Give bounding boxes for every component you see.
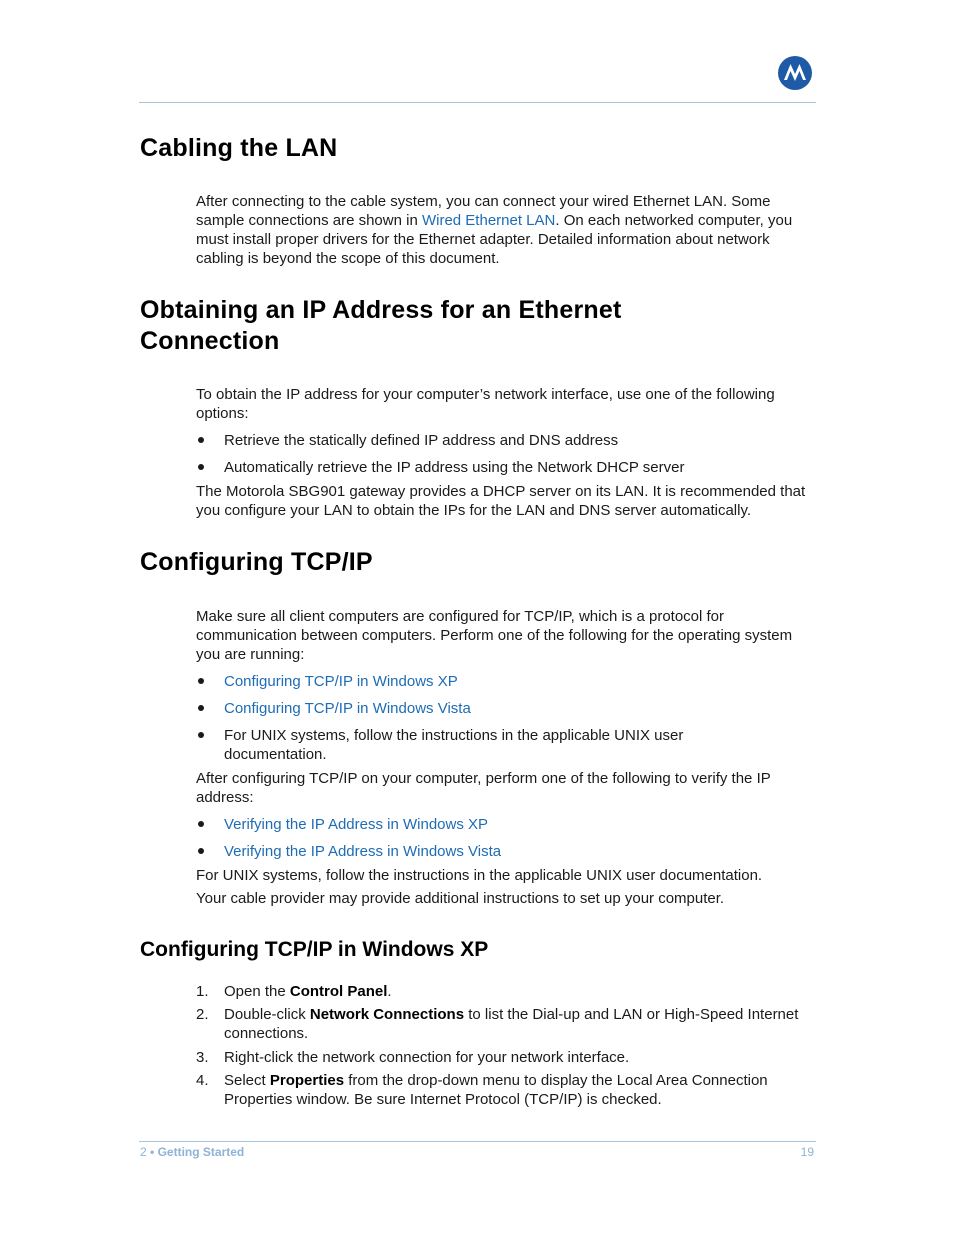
list-item: For UNIX systems, follow the instructions in the applicable UNIX user documentation. <box>196 726 816 764</box>
provider-note: Your cable provider may provide additional instructions to set up your computer. <box>196 890 725 907</box>
bullet-icon <box>198 464 204 470</box>
motorola-logo-icon <box>777 55 813 91</box>
link-wired-ethernet-lan[interactable]: Wired Ethernet LAN <box>421 212 556 229</box>
link-verifying-ip-xp[interactable]: Verifying the IP Address in Windows XP <box>224 816 489 833</box>
heading-obtaining-ip: Obtaining an IP Address for an Ethernet Connection <box>140 296 622 355</box>
configuring-intro: Make sure all client computers are configured for TCP/IP, which is a protocol for communication between computers. Perform one of the following for the operating system you are running: <box>196 608 793 663</box>
heading-configuring-tcpip: Configuring TCP/IP <box>140 548 373 576</box>
step-item: 2. Double-click Network Connections to list the Dial-up and LAN or High-Speed Internet connections. <box>196 1006 799 1042</box>
bullet-icon <box>198 732 204 738</box>
bullet-icon <box>198 705 204 711</box>
verify-intro: After configuring TCP/IP on your computer, perform one of the following to verify the IP address: <box>196 770 771 806</box>
step-item: 4. Select Properties from the drop-down menu to display the Local Area Connection Properties window. Be sure Internet Protocol (TCP/IP) is checked. <box>196 1072 768 1108</box>
cabling-paragraph: After connecting to the cable system, you can connect your wired Ethernet LAN. Some sample connections are shown in Wired Ethernet LAN. On each networked computer, you must install proper drivers for the Ethernet adapter. Detailed information about network cabling is beyond the scope of this document. <box>196 193 793 267</box>
page-number: 19 <box>800 1145 814 1159</box>
link-configuring-tcpip-vista[interactable]: Configuring TCP/IP in Windows Vista <box>224 700 471 717</box>
footer-rule <box>139 1141 816 1142</box>
step-item: 3. Right-click the network connection for your network interface. <box>196 1049 630 1066</box>
list-item <box>196 842 816 861</box>
link-configuring-tcpip-xp[interactable]: Configuring TCP/IP in Windows XP <box>224 673 458 690</box>
list-item <box>196 815 816 834</box>
list-item: Automatically retrieve the IP address using the Network DHCP server <box>196 458 816 477</box>
list-item <box>196 672 816 691</box>
obtaining-intro: To obtain the IP address for your computer’s network interface, use one of the following options: <box>196 386 775 422</box>
obtaining-outro: The Motorola SBG901 gateway provides a DHCP server on its LAN. It is recommended that you configure your LAN to obtain the IPs for the LAN and DNS server automatically. <box>196 483 806 519</box>
list-item: Retrieve the statically defined IP address and DNS address <box>196 431 816 450</box>
header-rule <box>139 102 816 103</box>
list-item <box>196 699 816 718</box>
bullet-icon <box>198 848 204 854</box>
bullet-icon <box>198 678 204 684</box>
step-item: 1. Open the Control Panel. <box>196 983 392 1000</box>
heading-cabling: Cabling the LAN <box>140 134 338 162</box>
unix-note: For UNIX systems, follow the instructions in the applicable UNIX user documentation. <box>196 867 763 884</box>
bullet-icon <box>198 437 204 443</box>
footer-chapter: 2 • Getting Started <box>140 1145 245 1159</box>
bullet-icon <box>198 821 204 827</box>
link-verifying-ip-vista[interactable]: Verifying the IP Address in Windows Vista <box>224 843 502 860</box>
heading-winxp: Configuring TCP/IP in Windows XP <box>140 938 489 961</box>
